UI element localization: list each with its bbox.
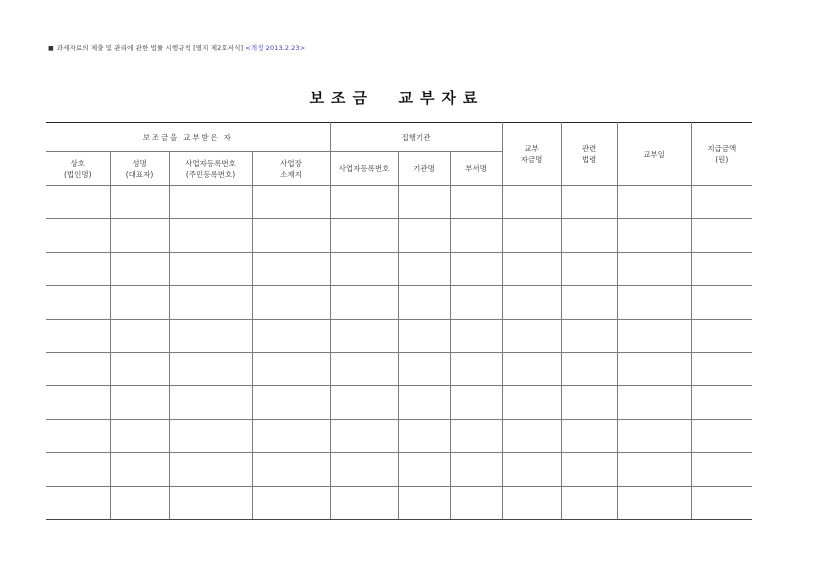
table-cell [169, 252, 252, 285]
table-cell [252, 286, 330, 319]
table-cell [617, 286, 691, 319]
table-cell [450, 486, 502, 519]
agency-registration-number-header: 사업자등록번호 [330, 152, 398, 186]
table-cell [691, 486, 752, 519]
table-cell [169, 286, 252, 319]
agency-name-header: 기관명 [398, 152, 450, 186]
table-cell [502, 252, 561, 285]
table-cell [252, 386, 330, 419]
table-cell [46, 252, 110, 285]
amount-header: 지급금액 (원) [691, 123, 752, 186]
table-cell [691, 286, 752, 319]
table-cell [617, 219, 691, 252]
table-cell [502, 386, 561, 419]
business-registration-number-header: 사업자등록번호 (주민등록번호) [169, 152, 252, 186]
table-cell [46, 186, 110, 219]
table-cell [252, 419, 330, 452]
table-cell [691, 352, 752, 385]
table-cell [110, 252, 169, 285]
table-cell [169, 186, 252, 219]
table-cell [110, 386, 169, 419]
table-cell [691, 252, 752, 285]
table-cell [46, 352, 110, 385]
table-cell [330, 453, 398, 486]
business-location-header: 사업장 소재지 [252, 152, 330, 186]
table-cell [691, 419, 752, 452]
table-cell [110, 286, 169, 319]
table-cell [617, 186, 691, 219]
table-cell [617, 319, 691, 352]
table-cell [691, 219, 752, 252]
table-cell [110, 453, 169, 486]
table-cell [398, 252, 450, 285]
table-cell [169, 319, 252, 352]
table-body [46, 186, 752, 520]
table-cell [330, 219, 398, 252]
table-cell [502, 186, 561, 219]
agency-group-header: 집행기관 [330, 123, 502, 152]
grant-date-header: 교부일 [617, 123, 691, 186]
table-cell [617, 352, 691, 385]
table-cell [450, 386, 502, 419]
table-cell [561, 453, 617, 486]
trade-name-header: 상호 (법인명) [46, 152, 110, 186]
table-cell [561, 419, 617, 452]
table-row [46, 219, 752, 252]
table-row [46, 386, 752, 419]
table-cell [398, 486, 450, 519]
table-cell [169, 386, 252, 419]
table-cell [330, 286, 398, 319]
table-cell [450, 419, 502, 452]
table-row [46, 453, 752, 486]
table-row [46, 319, 752, 352]
table-cell [398, 352, 450, 385]
table-cell [252, 319, 330, 352]
table-cell [561, 386, 617, 419]
table-cell [110, 486, 169, 519]
table-cell [252, 219, 330, 252]
table-cell [398, 219, 450, 252]
table-cell [502, 286, 561, 319]
table-cell [252, 252, 330, 285]
department-header: 부서명 [450, 152, 502, 186]
table-cell [691, 386, 752, 419]
revision-date: <개정 2013.2.23> [245, 44, 306, 52]
table-cell [46, 286, 110, 319]
table-cell [46, 386, 110, 419]
table-row [46, 352, 752, 385]
table-cell [252, 453, 330, 486]
table-cell [502, 219, 561, 252]
table-cell [330, 252, 398, 285]
table-cell [252, 186, 330, 219]
grant-data-table [46, 122, 752, 520]
table-cell [252, 486, 330, 519]
table-cell [398, 319, 450, 352]
table-cell [46, 453, 110, 486]
page-title: 보조금 교부자료 [309, 89, 485, 107]
table-row [46, 419, 752, 452]
table-cell [617, 486, 691, 519]
table-cell [502, 486, 561, 519]
table-cell [110, 352, 169, 385]
table-row [46, 286, 752, 319]
square-bullet-icon: ■ [48, 45, 54, 52]
table-cell [561, 286, 617, 319]
table-cell [110, 219, 169, 252]
table-cell [398, 453, 450, 486]
table-cell [450, 319, 502, 352]
table-cell [617, 252, 691, 285]
table-cell [617, 386, 691, 419]
table-cell [450, 219, 502, 252]
table-cell [561, 486, 617, 519]
table-cell [330, 419, 398, 452]
table-cell [398, 386, 450, 419]
fund-name-header: 교부 자금명 [502, 123, 561, 186]
table-cell [330, 186, 398, 219]
table-cell [398, 186, 450, 219]
table-cell [110, 319, 169, 352]
table-row [46, 252, 752, 285]
table-cell [502, 319, 561, 352]
table-cell [561, 186, 617, 219]
table-cell [110, 419, 169, 452]
table-cell [617, 419, 691, 452]
representative-name-header: 성명 (대표자) [110, 152, 169, 186]
table-cell [502, 352, 561, 385]
table-cell [169, 453, 252, 486]
table-cell [502, 453, 561, 486]
related-law-header: 관련 법령 [561, 123, 617, 186]
table-cell [330, 319, 398, 352]
table-cell [169, 352, 252, 385]
table-cell [46, 319, 110, 352]
table-cell [169, 419, 252, 452]
table-cell [330, 486, 398, 519]
form-reference-text: 과세자료의 제출 및 관리에 관한 법률 시행규칙 [별지 제2호서식] [56, 44, 244, 52]
form-reference [48, 43, 305, 52]
table-cell [561, 319, 617, 352]
table-cell [450, 186, 502, 219]
table-cell [330, 386, 398, 419]
table-cell [691, 319, 752, 352]
table-cell [617, 453, 691, 486]
table-cell [398, 419, 450, 452]
table-cell [450, 252, 502, 285]
table-cell [110, 186, 169, 219]
table-cell [450, 286, 502, 319]
table-cell [46, 219, 110, 252]
table-cell [450, 352, 502, 385]
table-cell [252, 352, 330, 385]
table-cell [169, 486, 252, 519]
table-cell [561, 252, 617, 285]
table-cell [691, 186, 752, 219]
table-cell [691, 453, 752, 486]
table-cell [169, 219, 252, 252]
table-cell [46, 486, 110, 519]
table-cell [450, 453, 502, 486]
recipient-group-header: 보조금을 교부받은 자 [46, 123, 330, 152]
table-cell [561, 219, 617, 252]
table-cell [502, 419, 561, 452]
table-row [46, 486, 752, 519]
table-cell [46, 419, 110, 452]
table-row [46, 186, 752, 219]
table-cell [330, 352, 398, 385]
table-cell [398, 286, 450, 319]
table-cell [561, 352, 617, 385]
